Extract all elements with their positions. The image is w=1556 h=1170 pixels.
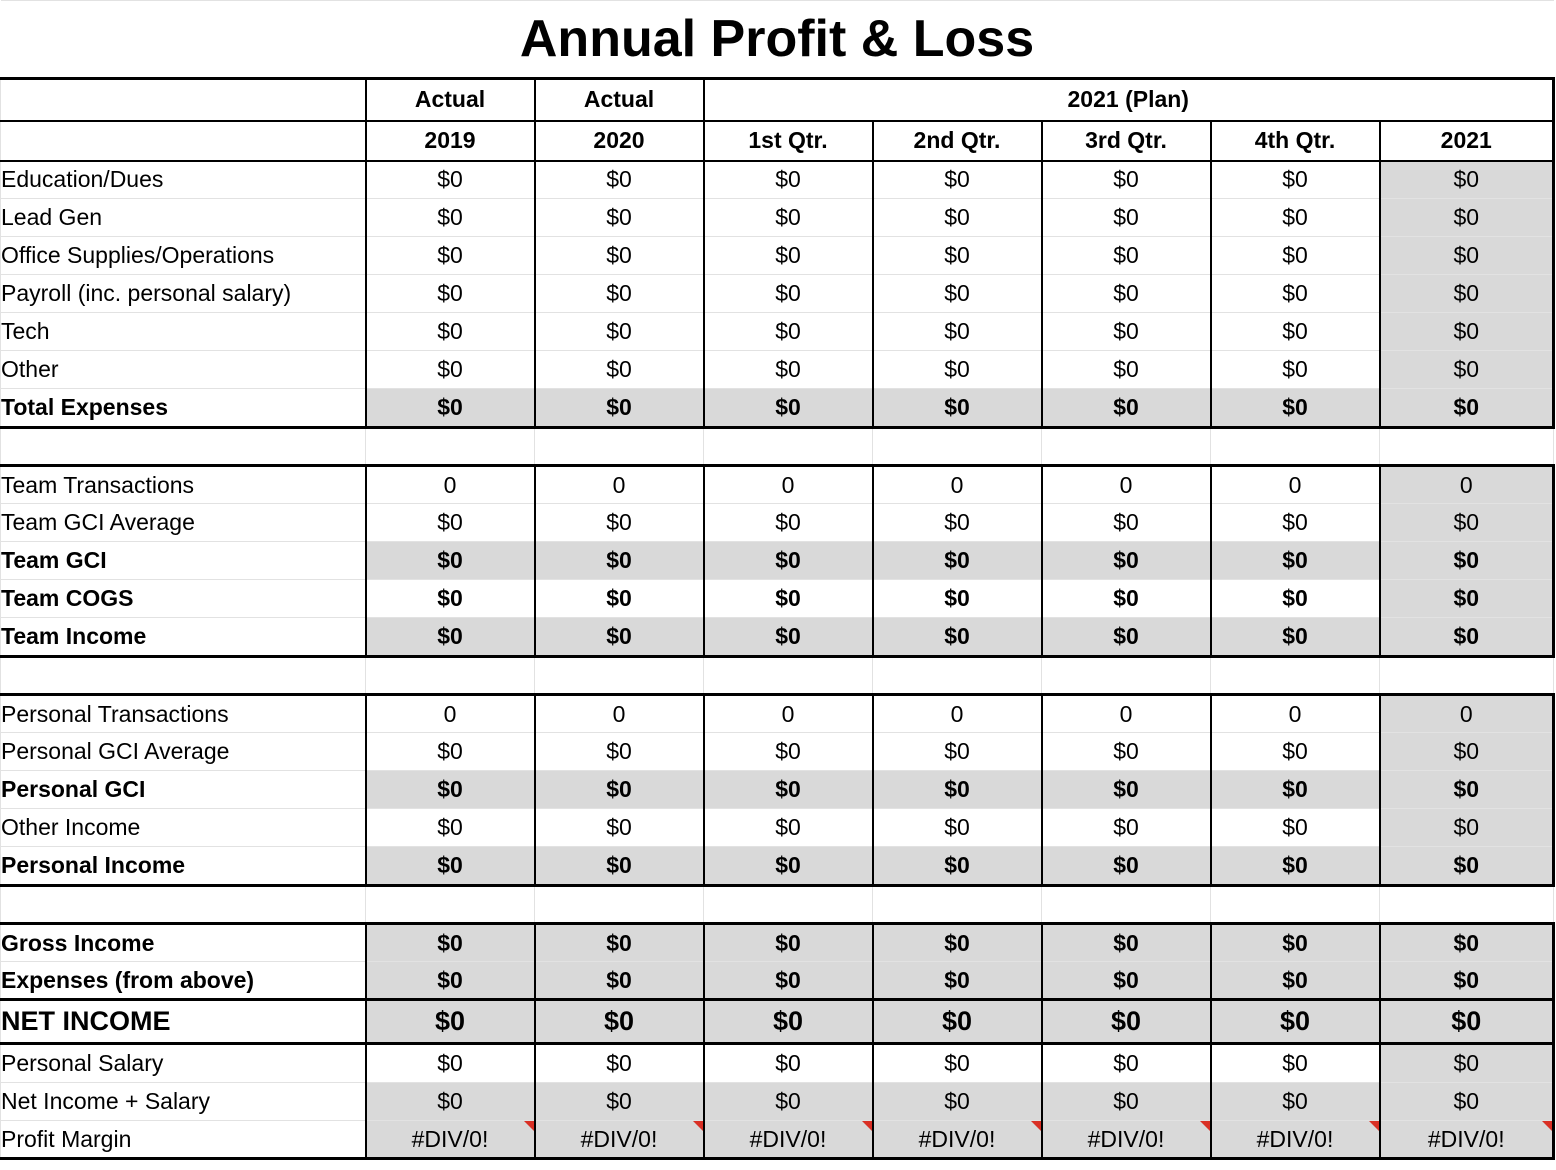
value-cell-2nd-qtr[interactable]: 0 bbox=[873, 695, 1042, 733]
value-cell-2020[interactable]: $0 bbox=[535, 1000, 704, 1044]
value-cell-2019[interactable]: $0 bbox=[366, 962, 535, 1000]
empty-cell[interactable] bbox=[1, 428, 366, 466]
row-team-cogs bbox=[1, 580, 1554, 618]
value-cell-2nd-qtr[interactable]: $0 bbox=[873, 504, 1042, 542]
row-lead-gen bbox=[1, 199, 1554, 237]
row-office-supplies-operations bbox=[1, 237, 1554, 275]
value-cell-2019[interactable]: $0 bbox=[366, 809, 535, 847]
value-cell-1st-qtr[interactable]: $0 bbox=[704, 351, 873, 389]
value-cell-4th-qtr[interactable]: $0 bbox=[1211, 351, 1380, 389]
row-team-transactions bbox=[1, 466, 1554, 504]
value-cell-2021[interactable]: $0 bbox=[1380, 580, 1554, 618]
row-label[interactable]: Lead Gen bbox=[1, 199, 366, 237]
value-cell-2021[interactable]: $0 bbox=[1380, 924, 1554, 962]
value-cell-1st-qtr[interactable]: $0 bbox=[704, 237, 873, 275]
value-cell-2020[interactable]: $0 bbox=[535, 237, 704, 275]
value-cell-2020[interactable]: $0 bbox=[535, 351, 704, 389]
column-header-4th-qtr[interactable]: 4th Qtr. bbox=[1211, 121, 1380, 161]
value-cell-1st-qtr[interactable]: $0 bbox=[704, 199, 873, 237]
value-cell-3rd-qtr[interactable]: #DIV/0! bbox=[1042, 1121, 1211, 1159]
value-cell-3rd-qtr[interactable]: $0 bbox=[1042, 618, 1211, 657]
value-cell-4th-qtr[interactable]: $0 bbox=[1211, 237, 1380, 275]
value-cell-4th-qtr[interactable]: $0 bbox=[1211, 809, 1380, 847]
value-cell-2020[interactable]: $0 bbox=[535, 809, 704, 847]
row-education-dues bbox=[1, 161, 1554, 199]
value-cell-3rd-qtr[interactable]: $0 bbox=[1042, 542, 1211, 580]
value-cell-2019[interactable]: $0 bbox=[366, 351, 535, 389]
value-cell-3rd-qtr[interactable]: $0 bbox=[1042, 962, 1211, 1000]
row-label[interactable]: Tech bbox=[1, 313, 366, 351]
value-cell-2nd-qtr[interactable]: $0 bbox=[873, 542, 1042, 580]
row-label[interactable]: Net Income + Salary bbox=[1, 1083, 366, 1121]
empty-cell[interactable] bbox=[366, 886, 535, 924]
row-payroll-inc-personal-salary bbox=[1, 275, 1554, 313]
empty-cell[interactable] bbox=[1211, 886, 1380, 924]
value-cell-2019[interactable]: $0 bbox=[366, 1044, 535, 1083]
row-expenses-from-above bbox=[1, 962, 1554, 1000]
value-cell-3rd-qtr[interactable]: $0 bbox=[1042, 1044, 1211, 1083]
row-other bbox=[1, 351, 1554, 389]
value-cell-2019[interactable]: $0 bbox=[366, 389, 535, 428]
value-cell-2021[interactable]: $0 bbox=[1380, 771, 1554, 809]
value-cell-2019[interactable]: $0 bbox=[366, 313, 535, 351]
value-cell-2020[interactable]: $0 bbox=[535, 542, 704, 580]
value-cell-2020[interactable]: $0 bbox=[535, 504, 704, 542]
value-cell-2021[interactable]: $0 bbox=[1380, 542, 1554, 580]
row-label[interactable]: Team Transactions bbox=[1, 466, 366, 504]
value-cell-2019[interactable]: $0 bbox=[366, 275, 535, 313]
row-label[interactable]: Team GCI bbox=[1, 542, 366, 580]
value-cell-2nd-qtr[interactable]: 0 bbox=[873, 466, 1042, 504]
empty-cell[interactable] bbox=[704, 886, 873, 924]
value-cell-2019[interactable]: $0 bbox=[366, 924, 535, 962]
value-cell-1st-qtr[interactable]: $0 bbox=[704, 1083, 873, 1121]
value-cell-2020[interactable]: 0 bbox=[535, 466, 704, 504]
value-cell-2020[interactable]: $0 bbox=[535, 161, 704, 199]
value-cell-2nd-qtr[interactable]: $0 bbox=[873, 924, 1042, 962]
value-cell-2nd-qtr[interactable]: $0 bbox=[873, 1000, 1042, 1044]
value-cell-4th-qtr[interactable]: 0 bbox=[1211, 695, 1380, 733]
row-label[interactable]: Expenses (from above) bbox=[1, 962, 366, 1000]
value-cell-3rd-qtr[interactable]: 0 bbox=[1042, 466, 1211, 504]
value-cell-3rd-qtr[interactable]: $0 bbox=[1042, 389, 1211, 428]
value-cell-1st-qtr[interactable]: $0 bbox=[704, 962, 873, 1000]
value-cell-4th-qtr[interactable]: $0 bbox=[1211, 275, 1380, 313]
row-label[interactable]: NET INCOME bbox=[1, 1000, 366, 1044]
empty-cell[interactable] bbox=[1042, 657, 1211, 695]
column-header-2019[interactable]: 2019 bbox=[366, 121, 535, 161]
value-cell-1st-qtr[interactable]: #DIV/0! bbox=[704, 1121, 873, 1159]
row-profit-margin bbox=[1, 1121, 1554, 1159]
value-cell-2019[interactable]: #DIV/0! bbox=[366, 1121, 535, 1159]
empty-cell[interactable] bbox=[1, 657, 366, 695]
header-group-row bbox=[1, 79, 1554, 121]
row-label[interactable]: Education/Dues bbox=[1, 161, 366, 199]
empty-cell[interactable] bbox=[1211, 428, 1380, 466]
value-cell-2021[interactable]: $0 bbox=[1380, 199, 1554, 237]
value-cell-1st-qtr[interactable]: $0 bbox=[704, 580, 873, 618]
spacer-row bbox=[1, 657, 1554, 695]
value-cell-2020[interactable]: $0 bbox=[535, 962, 704, 1000]
value-cell-2021[interactable]: $0 bbox=[1380, 1044, 1554, 1083]
value-cell-3rd-qtr[interactable]: $0 bbox=[1042, 504, 1211, 542]
value-cell-4th-qtr[interactable]: $0 bbox=[1211, 542, 1380, 580]
row-other-income bbox=[1, 809, 1554, 847]
value-cell-1st-qtr[interactable]: $0 bbox=[704, 542, 873, 580]
row-personal-income bbox=[1, 847, 1554, 886]
value-cell-2nd-qtr[interactable]: $0 bbox=[873, 733, 1042, 771]
row-label[interactable]: Personal Salary bbox=[1, 1044, 366, 1083]
empty-cell[interactable] bbox=[366, 657, 535, 695]
value-cell-1st-qtr[interactable]: $0 bbox=[704, 924, 873, 962]
value-cell-4th-qtr[interactable]: $0 bbox=[1211, 847, 1380, 886]
value-cell-2019[interactable]: $0 bbox=[366, 542, 535, 580]
page-title: Annual Profit & Loss bbox=[1, 1, 1554, 79]
header-actual-2019[interactable]: Actual bbox=[366, 79, 535, 121]
value-cell-2021[interactable]: #DIV/0! bbox=[1380, 1121, 1554, 1159]
value-cell-2021[interactable]: $0 bbox=[1380, 389, 1554, 428]
value-cell-2019[interactable]: $0 bbox=[366, 161, 535, 199]
column-header-2nd-qtr[interactable]: 2nd Qtr. bbox=[873, 121, 1042, 161]
value-cell-1st-qtr[interactable]: $0 bbox=[704, 275, 873, 313]
value-cell-4th-qtr[interactable]: $0 bbox=[1211, 1044, 1380, 1083]
value-cell-2nd-qtr[interactable]: $0 bbox=[873, 313, 1042, 351]
value-cell-1st-qtr[interactable]: $0 bbox=[704, 733, 873, 771]
spacer-row bbox=[1, 886, 1554, 924]
value-cell-2020[interactable]: $0 bbox=[535, 313, 704, 351]
value-cell-1st-qtr[interactable]: 0 bbox=[704, 695, 873, 733]
value-cell-2020[interactable]: #DIV/0! bbox=[535, 1121, 704, 1159]
value-cell-2020[interactable]: $0 bbox=[535, 618, 704, 657]
value-cell-2nd-qtr[interactable]: $0 bbox=[873, 809, 1042, 847]
row-personal-gci bbox=[1, 771, 1554, 809]
row-label[interactable]: Total Expenses bbox=[1, 389, 366, 428]
row-label[interactable]: Personal Income bbox=[1, 847, 366, 886]
value-cell-4th-qtr[interactable]: $0 bbox=[1211, 313, 1380, 351]
value-cell-2020[interactable]: 0 bbox=[535, 695, 704, 733]
value-cell-4th-qtr[interactable]: $0 bbox=[1211, 618, 1380, 657]
empty-cell[interactable] bbox=[873, 657, 1042, 695]
value-cell-2021[interactable]: $0 bbox=[1380, 237, 1554, 275]
value-cell-1st-qtr[interactable]: $0 bbox=[704, 771, 873, 809]
header-actual-2020[interactable]: Actual bbox=[535, 79, 704, 121]
value-cell-3rd-qtr[interactable]: $0 bbox=[1042, 275, 1211, 313]
empty-cell[interactable] bbox=[704, 657, 873, 695]
value-cell-1st-qtr[interactable]: $0 bbox=[704, 313, 873, 351]
row-team-income bbox=[1, 618, 1554, 657]
value-cell-4th-qtr[interactable]: $0 bbox=[1211, 962, 1380, 1000]
value-cell-4th-qtr[interactable]: $0 bbox=[1211, 733, 1380, 771]
value-cell-2021[interactable]: 0 bbox=[1380, 695, 1554, 733]
value-cell-2020[interactable]: $0 bbox=[535, 199, 704, 237]
empty-cell[interactable] bbox=[535, 886, 704, 924]
value-cell-3rd-qtr[interactable]: $0 bbox=[1042, 580, 1211, 618]
value-cell-2nd-qtr[interactable]: $0 bbox=[873, 1044, 1042, 1083]
value-cell-2021[interactable]: $0 bbox=[1380, 962, 1554, 1000]
value-cell-1st-qtr[interactable]: $0 bbox=[704, 1044, 873, 1083]
spacer-row bbox=[1, 428, 1554, 466]
value-cell-2020[interactable]: $0 bbox=[535, 580, 704, 618]
row-personal-salary bbox=[1, 1044, 1554, 1083]
value-cell-2019[interactable]: 0 bbox=[366, 466, 535, 504]
header-blank-cell[interactable] bbox=[1, 79, 366, 121]
value-cell-2019[interactable]: 0 bbox=[366, 695, 535, 733]
value-cell-3rd-qtr[interactable]: $0 bbox=[1042, 237, 1211, 275]
value-cell-4th-qtr[interactable]: $0 bbox=[1211, 580, 1380, 618]
row-label[interactable]: Office Supplies/Operations bbox=[1, 237, 366, 275]
title-row bbox=[1, 1, 1554, 79]
value-cell-3rd-qtr[interactable]: $0 bbox=[1042, 771, 1211, 809]
row-label[interactable]: Payroll (inc. personal salary) bbox=[1, 275, 366, 313]
value-cell-2021[interactable]: $0 bbox=[1380, 618, 1554, 657]
value-cell-2021[interactable]: $0 bbox=[1380, 313, 1554, 351]
empty-cell[interactable] bbox=[1, 886, 366, 924]
empty-cell[interactable] bbox=[1380, 657, 1554, 695]
value-cell-2020[interactable]: $0 bbox=[535, 389, 704, 428]
row-label[interactable]: Other Income bbox=[1, 809, 366, 847]
column-header-2020[interactable]: 2020 bbox=[535, 121, 704, 161]
column-header-2021[interactable]: 2021 bbox=[1380, 121, 1554, 161]
value-cell-2021[interactable]: $0 bbox=[1380, 351, 1554, 389]
value-cell-3rd-qtr[interactable]: $0 bbox=[1042, 1000, 1211, 1044]
value-cell-4th-qtr[interactable]: $0 bbox=[1211, 504, 1380, 542]
value-cell-2nd-qtr[interactable]: $0 bbox=[873, 389, 1042, 428]
value-cell-2nd-qtr[interactable]: #DIV/0! bbox=[873, 1121, 1042, 1159]
value-cell-2019[interactable]: $0 bbox=[366, 1000, 535, 1044]
row-label[interactable]: Team COGS bbox=[1, 580, 366, 618]
row-label[interactable]: Team Income bbox=[1, 618, 366, 657]
value-cell-1st-qtr[interactable]: $0 bbox=[704, 847, 873, 886]
row-net-income-salary bbox=[1, 1083, 1554, 1121]
value-cell-3rd-qtr[interactable]: $0 bbox=[1042, 199, 1211, 237]
value-cell-2nd-qtr[interactable]: $0 bbox=[873, 962, 1042, 1000]
value-cell-2nd-qtr[interactable]: $0 bbox=[873, 199, 1042, 237]
value-cell-2020[interactable]: $0 bbox=[535, 771, 704, 809]
column-header-1st-qtr[interactable]: 1st Qtr. bbox=[704, 121, 873, 161]
row-total-expenses bbox=[1, 389, 1554, 428]
value-cell-2019[interactable]: $0 bbox=[366, 771, 535, 809]
value-cell-4th-qtr[interactable]: $0 bbox=[1211, 771, 1380, 809]
value-cell-3rd-qtr[interactable]: $0 bbox=[1042, 924, 1211, 962]
value-cell-2021[interactable]: $0 bbox=[1380, 1000, 1554, 1044]
value-cell-2020[interactable]: $0 bbox=[535, 847, 704, 886]
row-label[interactable]: Other bbox=[1, 351, 366, 389]
row-team-gci bbox=[1, 542, 1554, 580]
value-cell-3rd-qtr[interactable]: 0 bbox=[1042, 695, 1211, 733]
value-cell-4th-qtr[interactable]: #DIV/0! bbox=[1211, 1121, 1380, 1159]
value-cell-2020[interactable]: $0 bbox=[535, 733, 704, 771]
value-cell-1st-qtr[interactable]: 0 bbox=[704, 466, 873, 504]
value-cell-4th-qtr[interactable]: $0 bbox=[1211, 389, 1380, 428]
empty-cell[interactable] bbox=[1380, 886, 1554, 924]
value-cell-2020[interactable]: $0 bbox=[535, 924, 704, 962]
empty-cell[interactable] bbox=[1042, 428, 1211, 466]
value-cell-2021[interactable]: $0 bbox=[1380, 847, 1554, 886]
empty-cell[interactable] bbox=[873, 428, 1042, 466]
row-label[interactable]: Profit Margin bbox=[1, 1121, 366, 1159]
value-cell-2021[interactable]: $0 bbox=[1380, 809, 1554, 847]
row-gross-income bbox=[1, 924, 1554, 962]
empty-cell[interactable] bbox=[366, 428, 535, 466]
empty-cell[interactable] bbox=[1211, 657, 1380, 695]
row-personal-gci-average bbox=[1, 733, 1554, 771]
empty-cell[interactable] bbox=[535, 657, 704, 695]
value-cell-1st-qtr[interactable]: $0 bbox=[704, 1000, 873, 1044]
header-plan-2021[interactable]: 2021 (Plan) bbox=[704, 79, 1554, 121]
value-cell-4th-qtr[interactable]: $0 bbox=[1211, 1083, 1380, 1121]
value-cell-2020[interactable]: $0 bbox=[535, 1044, 704, 1083]
value-cell-3rd-qtr[interactable]: $0 bbox=[1042, 1083, 1211, 1121]
value-cell-2019[interactable]: $0 bbox=[366, 847, 535, 886]
value-cell-2nd-qtr[interactable]: $0 bbox=[873, 275, 1042, 313]
value-cell-2nd-qtr[interactable]: $0 bbox=[873, 237, 1042, 275]
value-cell-2nd-qtr[interactable]: $0 bbox=[873, 771, 1042, 809]
value-cell-2nd-qtr[interactable]: $0 bbox=[873, 618, 1042, 657]
empty-cell[interactable] bbox=[1042, 886, 1211, 924]
row-label[interactable]: Personal Transactions bbox=[1, 695, 366, 733]
value-cell-2019[interactable]: $0 bbox=[366, 199, 535, 237]
value-cell-2nd-qtr[interactable]: $0 bbox=[873, 161, 1042, 199]
value-cell-3rd-qtr[interactable]: $0 bbox=[1042, 161, 1211, 199]
value-cell-2021[interactable]: 0 bbox=[1380, 466, 1554, 504]
row-team-gci-average bbox=[1, 504, 1554, 542]
value-cell-4th-qtr[interactable]: $0 bbox=[1211, 199, 1380, 237]
row-tech bbox=[1, 313, 1554, 351]
row-label[interactable]: Personal GCI Average bbox=[1, 733, 366, 771]
value-cell-2019[interactable]: $0 bbox=[366, 504, 535, 542]
value-cell-1st-qtr[interactable]: $0 bbox=[704, 809, 873, 847]
value-cell-2nd-qtr[interactable]: $0 bbox=[873, 580, 1042, 618]
value-cell-2019[interactable]: $0 bbox=[366, 733, 535, 771]
value-cell-2nd-qtr[interactable]: $0 bbox=[873, 1083, 1042, 1121]
value-cell-2021[interactable]: $0 bbox=[1380, 504, 1554, 542]
value-cell-2020[interactable]: $0 bbox=[535, 275, 704, 313]
value-cell-1st-qtr[interactable]: $0 bbox=[704, 389, 873, 428]
row-personal-transactions bbox=[1, 695, 1554, 733]
value-cell-1st-qtr[interactable]: $0 bbox=[704, 161, 873, 199]
empty-cell[interactable] bbox=[1380, 428, 1554, 466]
value-cell-2021[interactable]: $0 bbox=[1380, 161, 1554, 199]
empty-cell[interactable] bbox=[704, 428, 873, 466]
value-cell-4th-qtr[interactable]: $0 bbox=[1211, 924, 1380, 962]
value-cell-3rd-qtr[interactable]: $0 bbox=[1042, 351, 1211, 389]
header-blank-cell[interactable] bbox=[1, 121, 366, 161]
value-cell-2019[interactable]: $0 bbox=[366, 580, 535, 618]
empty-cell[interactable] bbox=[873, 886, 1042, 924]
value-cell-2019[interactable]: $0 bbox=[366, 1083, 535, 1121]
header-column-row bbox=[1, 121, 1554, 161]
value-cell-4th-qtr[interactable]: $0 bbox=[1211, 161, 1380, 199]
value-cell-2021[interactable]: $0 bbox=[1380, 733, 1554, 771]
value-cell-2021[interactable]: $0 bbox=[1380, 275, 1554, 313]
value-cell-1st-qtr[interactable]: $0 bbox=[704, 504, 873, 542]
value-cell-2nd-qtr[interactable]: $0 bbox=[873, 351, 1042, 389]
value-cell-1st-qtr[interactable]: $0 bbox=[704, 618, 873, 657]
value-cell-4th-qtr[interactable]: $0 bbox=[1211, 1000, 1380, 1044]
row-net-income bbox=[1, 1000, 1554, 1044]
value-cell-2nd-qtr[interactable]: $0 bbox=[873, 847, 1042, 886]
row-label[interactable]: Team GCI Average bbox=[1, 504, 366, 542]
value-cell-3rd-qtr[interactable]: $0 bbox=[1042, 733, 1211, 771]
row-label[interactable]: Personal GCI bbox=[1, 771, 366, 809]
value-cell-2020[interactable]: $0 bbox=[535, 1083, 704, 1121]
value-cell-2019[interactable]: $0 bbox=[366, 618, 535, 657]
value-cell-4th-qtr[interactable]: 0 bbox=[1211, 466, 1380, 504]
column-header-3rd-qtr[interactable]: 3rd Qtr. bbox=[1042, 121, 1211, 161]
empty-cell[interactable] bbox=[535, 428, 704, 466]
value-cell-3rd-qtr[interactable]: $0 bbox=[1042, 847, 1211, 886]
value-cell-2019[interactable]: $0 bbox=[366, 237, 535, 275]
value-cell-2021[interactable]: $0 bbox=[1380, 1083, 1554, 1121]
value-cell-3rd-qtr[interactable]: $0 bbox=[1042, 809, 1211, 847]
row-label[interactable]: Gross Income bbox=[1, 924, 366, 962]
value-cell-3rd-qtr[interactable]: $0 bbox=[1042, 313, 1211, 351]
